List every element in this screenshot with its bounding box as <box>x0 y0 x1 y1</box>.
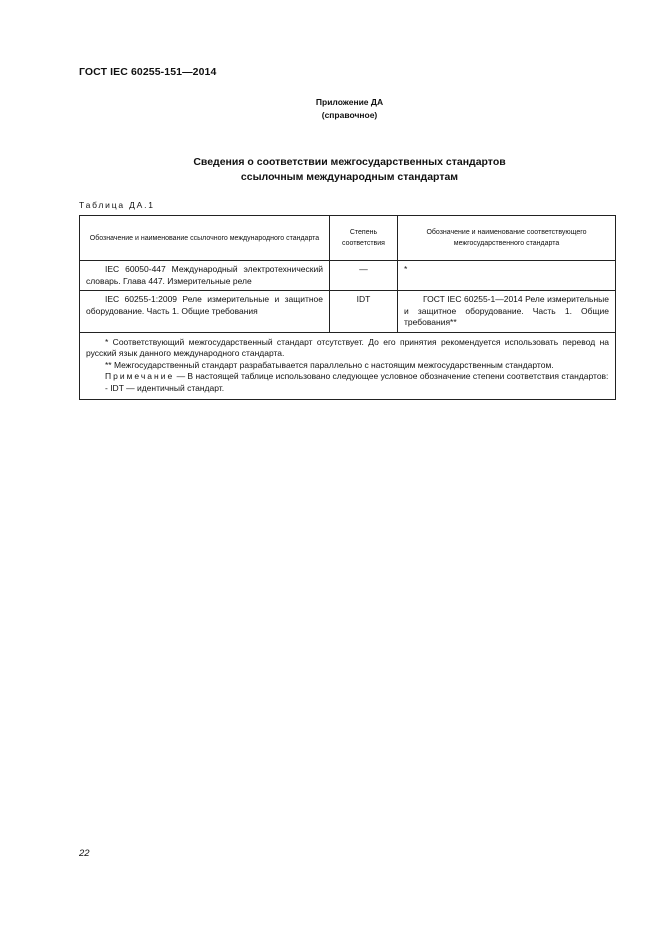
cell-degree: IDT <box>330 291 398 333</box>
table-row <box>80 291 616 333</box>
note-label: Примечание <box>105 371 175 381</box>
page-title <box>0 155 661 185</box>
cell-international-standard: IEC 60050-447 Международный электротехнический словарь. Глава 447. Измерительные реле <box>80 261 330 291</box>
note-paragraph <box>86 371 609 383</box>
footnote-2: ** Межгосударственный стандарт разрабатывается параллельно с настоящим межгосударственным стандартом. <box>105 359 554 370</box>
appendix-title: Приложение ДА <box>315 97 384 107</box>
header-degree-of-correspondence: Степень соответствия <box>330 216 398 261</box>
appendix-subtitle: (справочное) <box>321 110 378 120</box>
table-notes-row <box>80 332 616 400</box>
table-row <box>80 261 616 291</box>
note-idt-definition: - IDT — идентичный стандарт. <box>105 382 225 393</box>
header-interstate-standard: Обозначение и наименование соответствующего межгосударственного стандарта <box>398 216 616 261</box>
footnote-1: * Соответствующий межгосударственный стандарт отсутствует. До его принятия рекомендуется использовать перевод на русский язык данного международного стандарта. <box>86 336 609 358</box>
page-number: 22 <box>79 848 90 859</box>
cell-international-standard: IEC 60255-1:2009 Реле измерительные и защитное оборудование. Часть 1. Общие требования <box>80 291 330 333</box>
cell-degree: — <box>330 261 398 291</box>
table-notes <box>80 332 616 400</box>
document-header: ГОСТ IEC 60255-151—2014 <box>79 66 217 78</box>
cell-interstate-standard: * <box>398 261 616 291</box>
table-label: Таблица ДА.1 <box>79 200 155 210</box>
note-text: — В настоящей таблице использовано следующее условное обозначение степени соответствия стандартов: <box>174 371 609 381</box>
correspondence-table <box>79 215 616 400</box>
table-header-row <box>80 216 616 261</box>
header-international-standard: Обозначение и наименование ссылочного международного стандарта <box>80 216 330 261</box>
cell-interstate-standard: ГОСТ IEC 60255-1—2014 Реле измерительные и защитное оборудование. Часть 1. Общие требования** <box>398 291 616 333</box>
title-line-1: Сведения о соответствии межгосударственных стандартов <box>193 156 506 168</box>
title-line-2: ссылочным международным стандартам <box>240 171 459 183</box>
appendix-heading <box>0 96 661 122</box>
